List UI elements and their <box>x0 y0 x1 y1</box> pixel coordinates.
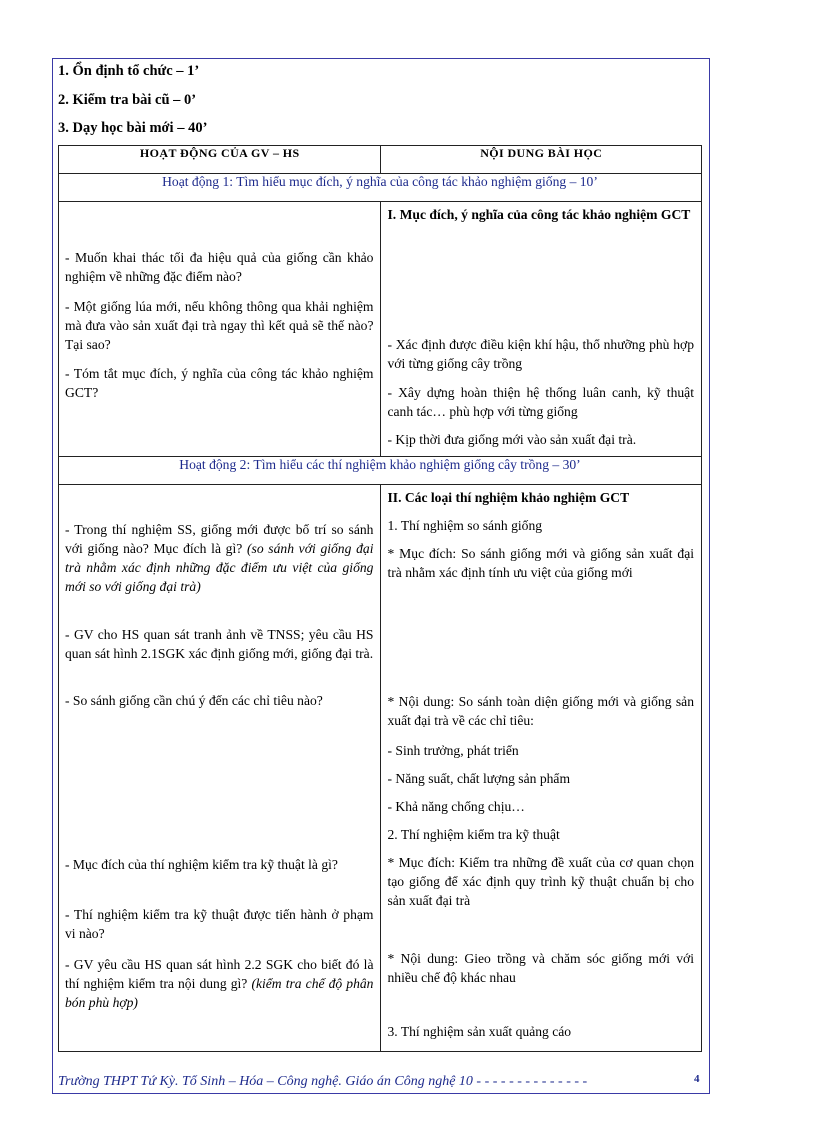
a2-purpose-2: * Mục đích: Kiểm tra những đề xuất của cơ quan chọn tạo giống để xác định quy trình kỹ thuật chuẩn bị cho sản xuất đại trà <box>387 855 694 908</box>
a2-question-1 <box>65 520 373 596</box>
activity-2-right-cell <box>381 485 702 1052</box>
a2-question-1-text: - Trong thí nghiệm SS, giống mới được bố trí so sánh với giống nào? Mục đích là gì? <box>65 522 374 556</box>
a1-content-3: - Kịp thời đưa giống mới vào sản xuất đại trà. <box>387 432 637 447</box>
header-lesson-content: NỘI DUNG BÀI HỌC <box>381 146 702 174</box>
a2-question-2: - GV cho HS quan sát tranh ảnh về TNSS; yêu cầu HS quan sát hình 2.1SGK xác định giống mới, giống đại trà. <box>65 627 374 661</box>
activity-2-row <box>59 457 702 485</box>
a1-content-heading: I. Mục đích, ý nghĩa của công tác khảo nghiệm GCT <box>387 207 691 222</box>
activity-1-right-cell <box>381 202 702 457</box>
a2-criteria-1: - Sinh trưởng, phát triển <box>387 743 519 758</box>
activity-2-left-cell <box>59 485 381 1052</box>
section-heading-3: 3. Dạy học bài mới – 40’ <box>58 120 208 136</box>
a2-content-heading: II. Các loại thí nghiệm khảo nghiệm GCT <box>387 490 630 505</box>
activity-2-content-row <box>59 485 702 1052</box>
a2-question-3: - So sánh giống cần chú ý đến các chỉ tiêu nào? <box>65 693 323 708</box>
table-header-row <box>59 146 702 174</box>
lesson-table <box>58 145 702 1052</box>
a2-question-1-answer: (so sánh với giống đại trà nhằm xác định những đặc điểm ưu việt của giống mới so với giống đại trà) <box>65 541 374 594</box>
a1-content-2: - Xây dựng hoàn thiện hệ thống luân canh, kỹ thuật canh tác… phù hợp với từng giống <box>387 385 694 419</box>
a2-sub-2: 2. Thí nghiệm kiểm tra kỹ thuật <box>387 827 560 842</box>
a2-question-6-text: - GV yêu cầu HS quan sát hình 2.2 SGK cho biết đó là thí nghiệm kiểm tra nội dung gì? <box>65 957 374 991</box>
section-heading-1: 1. Ổn định tổ chức – 1’ <box>58 63 200 79</box>
a2-purpose-1: * Mục đích: So sánh giống mới và giống sản xuất đại trà nhằm xác định tính ưu việt của giống mới <box>387 546 694 580</box>
a2-question-6-answer: (kiểm tra chế độ phân bón phù hợp) <box>65 976 374 1010</box>
activity-1-title: Hoạt động 1: Tìm hiểu mục đích, ý nghĩa của công tác khảo nghiệm giống – 10’ <box>59 174 702 202</box>
a2-sub-3: 3. Thí nghiệm sản xuất quảng cáo <box>387 1024 572 1039</box>
a2-content-1: * Nội dung: So sánh toàn diện giống mới và giống sản xuất đại trà về các chỉ tiêu: <box>387 694 694 728</box>
a2-question-6 <box>65 955 373 1012</box>
a1-content-1: - Xác định được điều kiện khí hậu, thổ nhưỡng phù hợp với từng giống cây trồng <box>387 337 694 371</box>
a2-sub-1: 1. Thí nghiệm so sánh giống <box>387 518 543 533</box>
a1-question-1: - Muốn khai thác tối đa hiệu quả của giống cần khảo nghiệm về những đặc điểm nào? <box>65 250 374 284</box>
page-number: 4 <box>694 1073 700 1085</box>
section-heading-2: 2. Kiểm tra bài cũ – 0’ <box>58 92 197 108</box>
activity-1-left-cell <box>59 202 381 457</box>
a2-content-2: * Nội dung: Gieo trồng và chăm sóc giống mới với nhiều chế độ khác nhau <box>387 951 694 985</box>
activity-1-row <box>59 174 702 202</box>
header-teacher-student: HOẠT ĐỘNG CỦA GV – HS <box>59 146 381 174</box>
a2-question-5: - Thí nghiệm kiểm tra kỹ thuật được tiến hành ở phạm vi nào? <box>65 907 374 941</box>
activity-2-title: Hoạt động 2: Tìm hiểu các thí nghiệm khảo nghiệm giống cây trồng – 30’ <box>59 457 702 485</box>
page-footer: Trường THPT Tứ Kỳ. Tổ Sinh – Hóa – Công nghệ. Giáo án Công nghệ 10 - - - - - - - - - - - - - - <box>58 1074 588 1089</box>
a2-criteria-2: - Năng suất, chất lượng sản phẩm <box>387 771 571 786</box>
activity-1-content-row <box>59 202 702 457</box>
a1-question-2: - Một giống lúa mới, nếu không thông qua khải nghiệm mà đưa vào sản xuất đại trà ngay thì kết quả sẽ thế nào? Tại sao? <box>65 299 374 352</box>
a2-question-4: - Mục đích của thí nghiệm kiểm tra kỹ thuật là gì? <box>65 857 338 872</box>
a2-criteria-3: - Khả năng chống chịu… <box>387 799 525 814</box>
a1-question-3: - Tóm tắt mục đích, ý nghĩa của công tác khảo nghiệm GCT? <box>65 366 374 400</box>
